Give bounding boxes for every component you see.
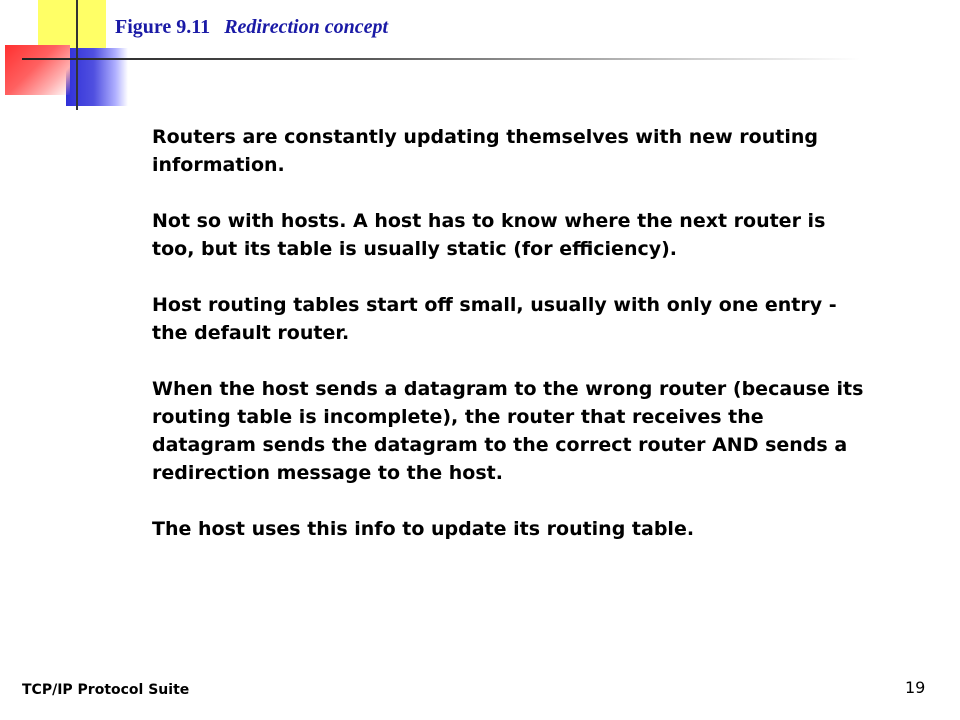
slide-body <box>152 123 872 571</box>
footer-suite-name: TCP/IP Protocol Suite <box>22 682 190 698</box>
page-number: 19 <box>905 678 926 697</box>
decorative-horizontal-line <box>22 58 860 60</box>
paragraph: When the host sends a datagram to the wrong router (because its routing table is incomplete), the router that receives the datagram sends the datagram to the correct router AND sends a redirection message to the host. <box>152 378 864 484</box>
paragraph: The host uses this info to update its routing table. <box>152 518 695 540</box>
slide-title <box>115 16 388 39</box>
decorative-red-square <box>5 45 70 95</box>
decorative-vertical-line <box>76 0 78 110</box>
paragraph: Routers are constantly updating themselves with new routing information. <box>152 126 818 176</box>
figure-label: Figure 9.11 <box>115 16 211 38</box>
paragraph: Host routing tables start off small, usually with only one entry - the default router. <box>152 294 837 344</box>
figure-caption: Redirection concept <box>224 16 389 38</box>
paragraph: Not so with hosts. A host has to know where the next router is too, but its table is usually static (for efficiency). <box>152 210 826 260</box>
